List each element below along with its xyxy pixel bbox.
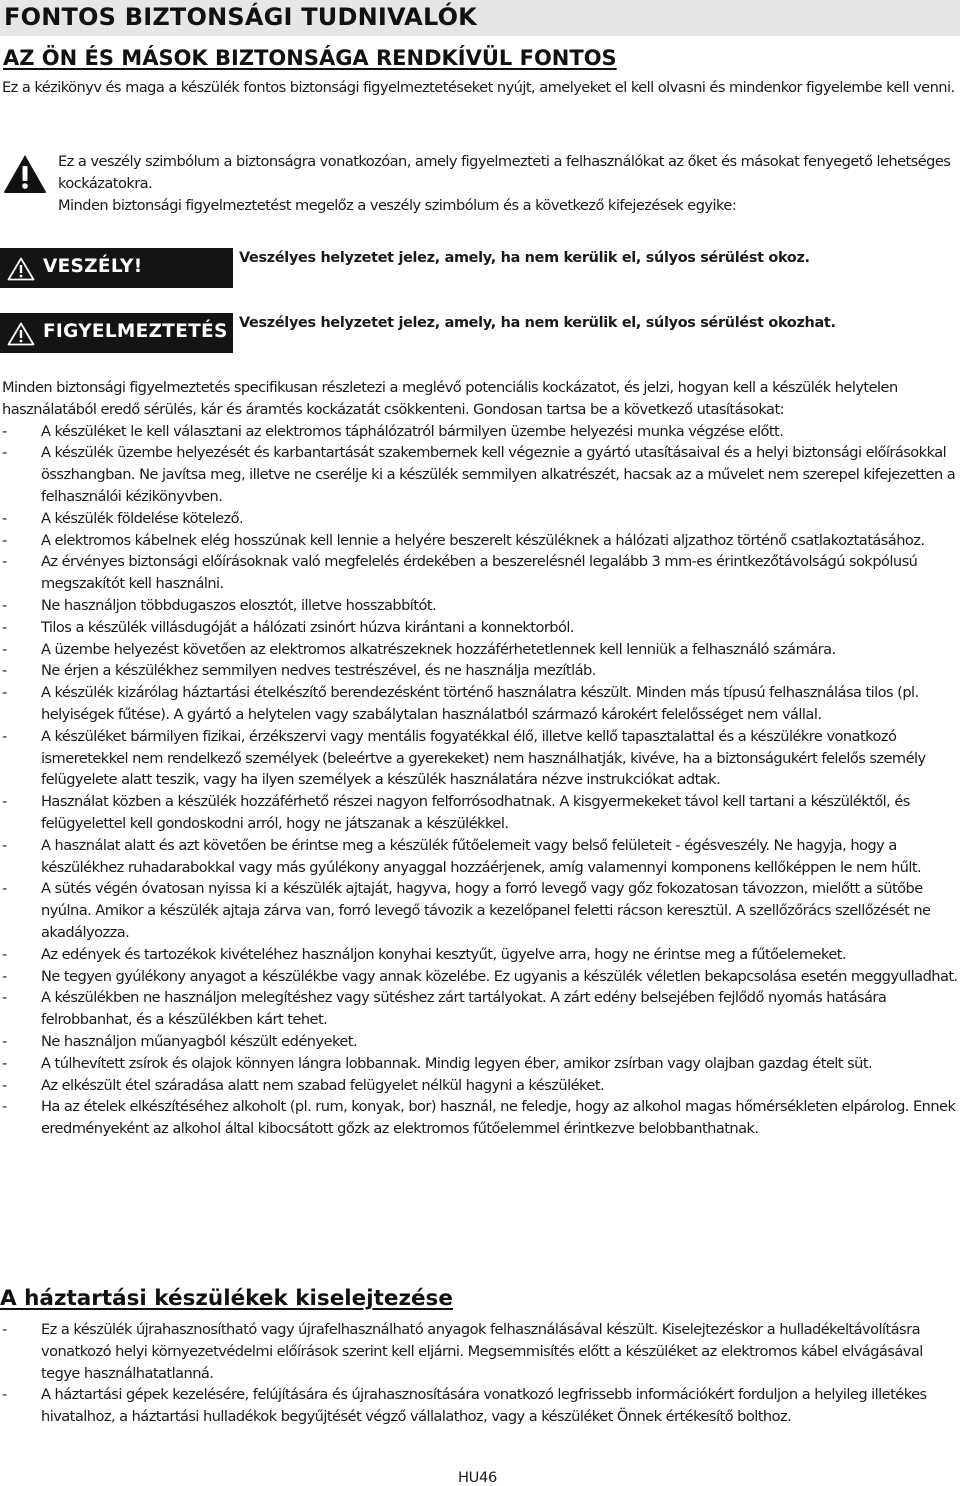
dash-bullet: - (2, 422, 7, 440)
list-item (2, 1031, 958, 1053)
list-item (2, 682, 958, 726)
safety-intro-paragraph: Minden biztonsági figyelmeztetés specifikusan részletezi a meglévő potenciális kockázatot, és jelzi, hogyan kell a készülék helytelen használatából eredő sérülés, kár és áramtés kockázatát csökkenteni. Gondosan tartsa be a következő utasításokat: (2, 379, 898, 418)
list-item-text: A elektromos kábelnek elég hosszúnak kell lennie a helyére beszerelt készüléknek a hálózati aljzathoz történő csatlakoztatásához. (41, 531, 925, 549)
list-item (2, 966, 958, 988)
list-item (2, 1319, 958, 1384)
disposal-list (2, 1319, 958, 1428)
list-item (2, 595, 958, 617)
list-item-text: A túlhevített zsírok és olajok könnyen lángra lobbannak. Mindig legyen éber, amikor zsírban vagy olajban gazdag ételt süt. (41, 1054, 873, 1072)
dash-bullet: - (2, 596, 7, 614)
dash-bullet: - (2, 1098, 7, 1116)
symbol-explanation (58, 151, 958, 217)
list-item (2, 726, 958, 791)
dash-bullet: - (2, 684, 7, 702)
section-subtitle: AZ ÖN ÉS MÁSOK BIZTONSÁGA RENDKÍVÜL FONTOS (3, 46, 617, 70)
list-item-text: Tilos a készülék villásdugóját a hálózati zsinórt húzva kirántani a konnektorból. (41, 618, 574, 636)
list-item-text: Ne használjon műanyagból készült edényeket. (41, 1032, 358, 1050)
list-item (2, 878, 958, 943)
list-item (2, 660, 958, 682)
list-item (2, 1053, 958, 1075)
danger-triangle-icon (7, 257, 35, 281)
safety-instructions (2, 377, 958, 1140)
list-item-text: A háztartási gépek kezelésére, felújítására és újrahasznosítására vonatkozó legfrissebb információkért forduljon a helyileg illetékes hivatalhoz, a háztartási hulladékok begyűjtését végző vállalathoz, vagy a készüléket Önnek értékesítő bolthoz. (41, 1386, 927, 1426)
dash-bullet: - (2, 640, 7, 658)
list-item-text: Az elkészült étel száradása alatt nem szabad felügyelet nélkül hagyni a készüléket. (41, 1076, 605, 1094)
dash-bullet: - (2, 836, 7, 854)
list-item (2, 442, 958, 507)
danger-label: VESZÉLY! (43, 256, 143, 277)
dash-bullet: - (2, 1054, 7, 1072)
dash-bullet: - (2, 531, 7, 549)
list-item-text: Ne érjen a készülékhez semmilyen nedves testrészével, és ne használja mezítláb. (41, 662, 596, 680)
warning-label: FIGYELMEZTETÉS (43, 321, 228, 342)
list-item-text: Az edények és tartozékok kivételéhez használjon konyhai kesztyűt, ügyelve arra, hogy ne érintse meg a fűtőelemeket. (41, 945, 847, 963)
disposal-section (2, 1319, 958, 1428)
dash-bullet: - (2, 880, 7, 898)
warning-signal-box (0, 313, 233, 353)
dash-bullet: - (2, 662, 7, 680)
list-item-text: A üzembe helyezést követően az elektromos alkatrészeknek hozzáférhetetlennek kell lenniük a felhasználó számára. (41, 640, 836, 658)
list-item-text: Az érvényes biztonsági előírásoknak való megfelelés érdekében a beszerelésnél legalább 3 mm-es érintkezőtávolságú sokpólusú megszakítót kell használni. (41, 553, 918, 593)
danger-description: Veszélyes helyzetet jelez, amely, ha nem kerülik el, súlyos sérülést okoz. (239, 250, 810, 266)
list-item-text: Használat közben a készülék hozzáférhető részei nagyon felforrósodhatnak. A kisgyermekeket távol kell tartani a készüléktől, és felügyelettel kell gondoskodni arról, hogy ne játszanak a készülékkel. (41, 793, 910, 832)
warning-description: Veszélyes helyzetet jelez, amely, ha nem kerülik el, súlyos sérülést okozhat. (239, 315, 836, 331)
list-item-text: A készülék kizárólag háztartási ételkészítő berendezésként történő használatra készült. Minden más típusú felhasználása tilos (pl. helyiségek fűtése). A gyártó a helytelen vagy szabálytalan használatból származó károkért felelősséget nem vállal. (41, 684, 919, 723)
symbol-explanation-line2: Minden biztonsági figyelmeztetést megelőz a veszély szimbólum és a következő kifejezések egyike: (58, 197, 737, 214)
list-item-text: Ne használjon többdugaszos elosztót, illetve hosszabbítót. (41, 596, 437, 614)
dash-bullet: - (2, 727, 7, 745)
list-item-text: A készüléket le kell választani az elektromos táphálózatról bármilyen üzembe helyezési munka végzése előtt. (41, 422, 784, 440)
title-bar (0, 0, 960, 36)
dash-bullet: - (2, 553, 7, 571)
list-item (2, 987, 958, 1031)
dash-bullet: - (2, 989, 7, 1007)
danger-signal-box (0, 248, 233, 288)
dash-bullet: - (2, 509, 7, 527)
list-item-text: A használat alatt és azt követően be érintse meg a készülék fűtőelemeit vagy belső felületeit - égésveszély. Ne hagyja, hogy a készülékhez ruhadarabokkal vagy más gyúlékony anyaggal hozzáérjenek, amíg valamennyi komponens kellőképpen le nem hűlt. (41, 836, 922, 876)
list-item-text: A készüléket bármilyen fizikai, érzékszervi vagy mentális fogyatékkal élő, illetve kellő tapasztalattal és a készülékre vonatkozó ismeretekkel nem rendelkező személyek (beleértve a gyerekeket) nem használhatják, kivéve, ha a biztonságukért felelős személy felügyelete alatt teszik, vagy ha ilyen személyek a készülék használatára nézve instrukciókat adtak. (41, 727, 926, 789)
list-item (2, 421, 958, 443)
dash-bullet: - (2, 618, 7, 636)
list-item (2, 508, 958, 530)
list-item (2, 617, 958, 639)
page-number: HU46 (458, 1469, 498, 1486)
warning-triangle-icon (3, 154, 47, 194)
dash-bullet: - (2, 793, 7, 811)
list-item-text: Ne tegyen gyúlékony anyagot a készülékbe vagy annak közelébe. Ez ugyanis a készülék véletlen bekapcsolása esetén meggyulladhat. (41, 967, 958, 985)
disposal-title: A háztartási készülékek kiselejtezése (0, 1286, 453, 1311)
list-item-text: A sütés végén óvatosan nyissa ki a készülék ajtaját, hagyva, hogy a forró levegő vagy gőz fokozatosan távozzon, mielőtt a sütőbe nyúlna. Amikor a készülék ajtaja zárva van, forró levegő távozik a kezelőpanel feletti rácson keresztül. A szellőzőrács szellőzését ne akadályozza. (41, 880, 931, 941)
dash-bullet: - (2, 1386, 7, 1404)
dash-bullet: - (2, 967, 7, 985)
list-item (2, 835, 958, 879)
dash-bullet: - (2, 1032, 7, 1050)
intro-paragraph: Ez a kézikönyv és maga a készülék fontos biztonsági figyelmeztetéseket nyújt, amelyeket el kell olvasni és mindenkor figyelembe kell venni. (2, 79, 955, 96)
list-item-text: Ha az ételek elkészítéséhez alkoholt (pl. rum, konyak, bor) használ, ne feledje, hogy az alkohol magas hőmérsékleten elpárolog. Ennek eredményeként az alkohol által kibocsátott gőzk az elektromos fűtőelemmel érintkezve belobbanthatnak. (41, 1098, 956, 1138)
list-item (2, 530, 958, 552)
list-item (2, 1384, 958, 1428)
list-item-text: Ez a készülék újrahasznosítható vagy újrafelhasználható anyagok felhasználásával készült. Kiselejtezéskor a hulladékeltávolításra vonatkozó helyi környezetvédelmi előírások szerint kell eljárni. Megsemmisítés előtt a készüléket az elektromos kábel elvágásával tegye használhatatlanná. (41, 1321, 923, 1382)
dash-bullet: - (2, 1076, 7, 1094)
list-item (2, 1096, 958, 1140)
list-item (2, 551, 958, 595)
dash-bullet: - (2, 1321, 7, 1338)
list-item (2, 639, 958, 661)
symbol-explanation-line1: Ez a veszély szimbólum a biztonságra vonatkozóan, amely figyelmezteti a felhasználókat az őket és másokat fenyegető lehetséges kockázatokra. (58, 153, 951, 192)
list-item (2, 944, 958, 966)
list-item-text: A készülék üzembe helyezését és karbantartását szakembernek kell végeznie a gyártó utasításaival és a helyi biztonsági előírásokkal összhangban. Ne javítsa meg, illetve ne cserélje ki a készülék semmilyen alkatrészét, hacsak az a művelet nem szerepel kifejezetten a felhasználói kézikönyvben. (41, 444, 956, 505)
dash-bullet: - (2, 444, 7, 462)
dash-bullet: - (2, 945, 7, 963)
list-item (2, 791, 958, 835)
warning-triangle-small-icon (7, 322, 35, 346)
page-title: FONTOS BIZTONSÁGI TUDNIVALÓK (4, 3, 477, 31)
list-item (2, 1075, 958, 1097)
safety-list (2, 421, 958, 1140)
list-item-text: A készülék földelése kötelező. (41, 509, 244, 527)
list-item-text: A készülékben ne használjon melegítéshez vagy sütéshez zárt tartályokat. A zárt edény belsejében fejlődő nyomás hatására felrobbanhat, és a készülékben kárt tehet. (41, 989, 887, 1029)
